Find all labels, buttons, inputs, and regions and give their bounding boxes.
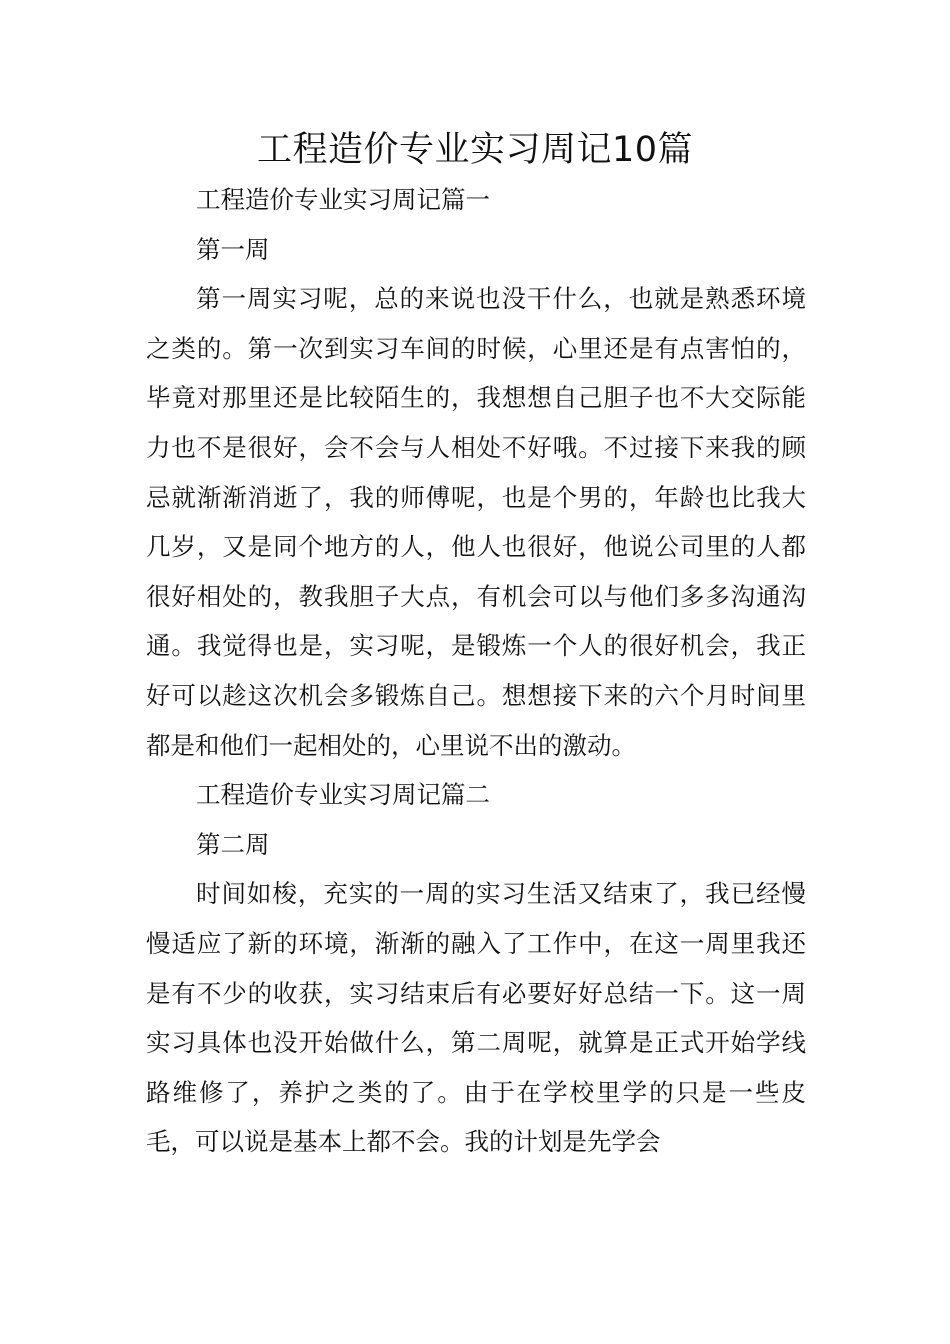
document-title: 工程造价专业实习周记10篇 <box>256 130 694 170</box>
section-heading: 工程造价专业实习周记篇二 <box>196 780 490 810</box>
section-heading: 工程造价专业实习周记篇一 <box>196 185 490 214</box>
week-label: 第二周 <box>196 829 270 859</box>
week-label: 第一周 <box>196 234 270 264</box>
body-paragraph: 时间如梭，充实的一周的实习生活又结束了，我已经慢慢适应了新的环境，渐渐的融入了工作中，在这一周里我还是有不少的收获，实习结束后有必要好好总结一下。这一周实习具体也没开始做什么，第二周呢，就算是正式开始学线路维修了，养护之类的了。由于在学校里学的只是一些皮毛，可以说是基本上都不会。我的计划是先学会 <box>146 879 806 1157</box>
document-body <box>146 175 806 1167</box>
body-paragraph: 第一周实习呢，总的来说也没干什么，也就是熟悉环境之类的。第一次到实习车间的时候，心里还是有点害怕的，毕竟对那里还是比较陌生的，我想想自己胆子也不大交际能力也不是很好，会不会与人相处不好哦。不过接下来我的顾忌就渐渐消逝了，我的师傅呢，也是个男的，年龄也比我大几岁，又是同个地方的人，他人也很好，他说公司里的人都很好相处的，教我胆子大点，有机会可以与他们多多沟通沟通。我觉得也是，实习呢，是锻炼一个人的很好机会，我正好可以趁这次机会多锻炼自己。想想接下来的六个月时间里都是和他们一起相处的，心里说不出的激动。 <box>146 284 806 760</box>
